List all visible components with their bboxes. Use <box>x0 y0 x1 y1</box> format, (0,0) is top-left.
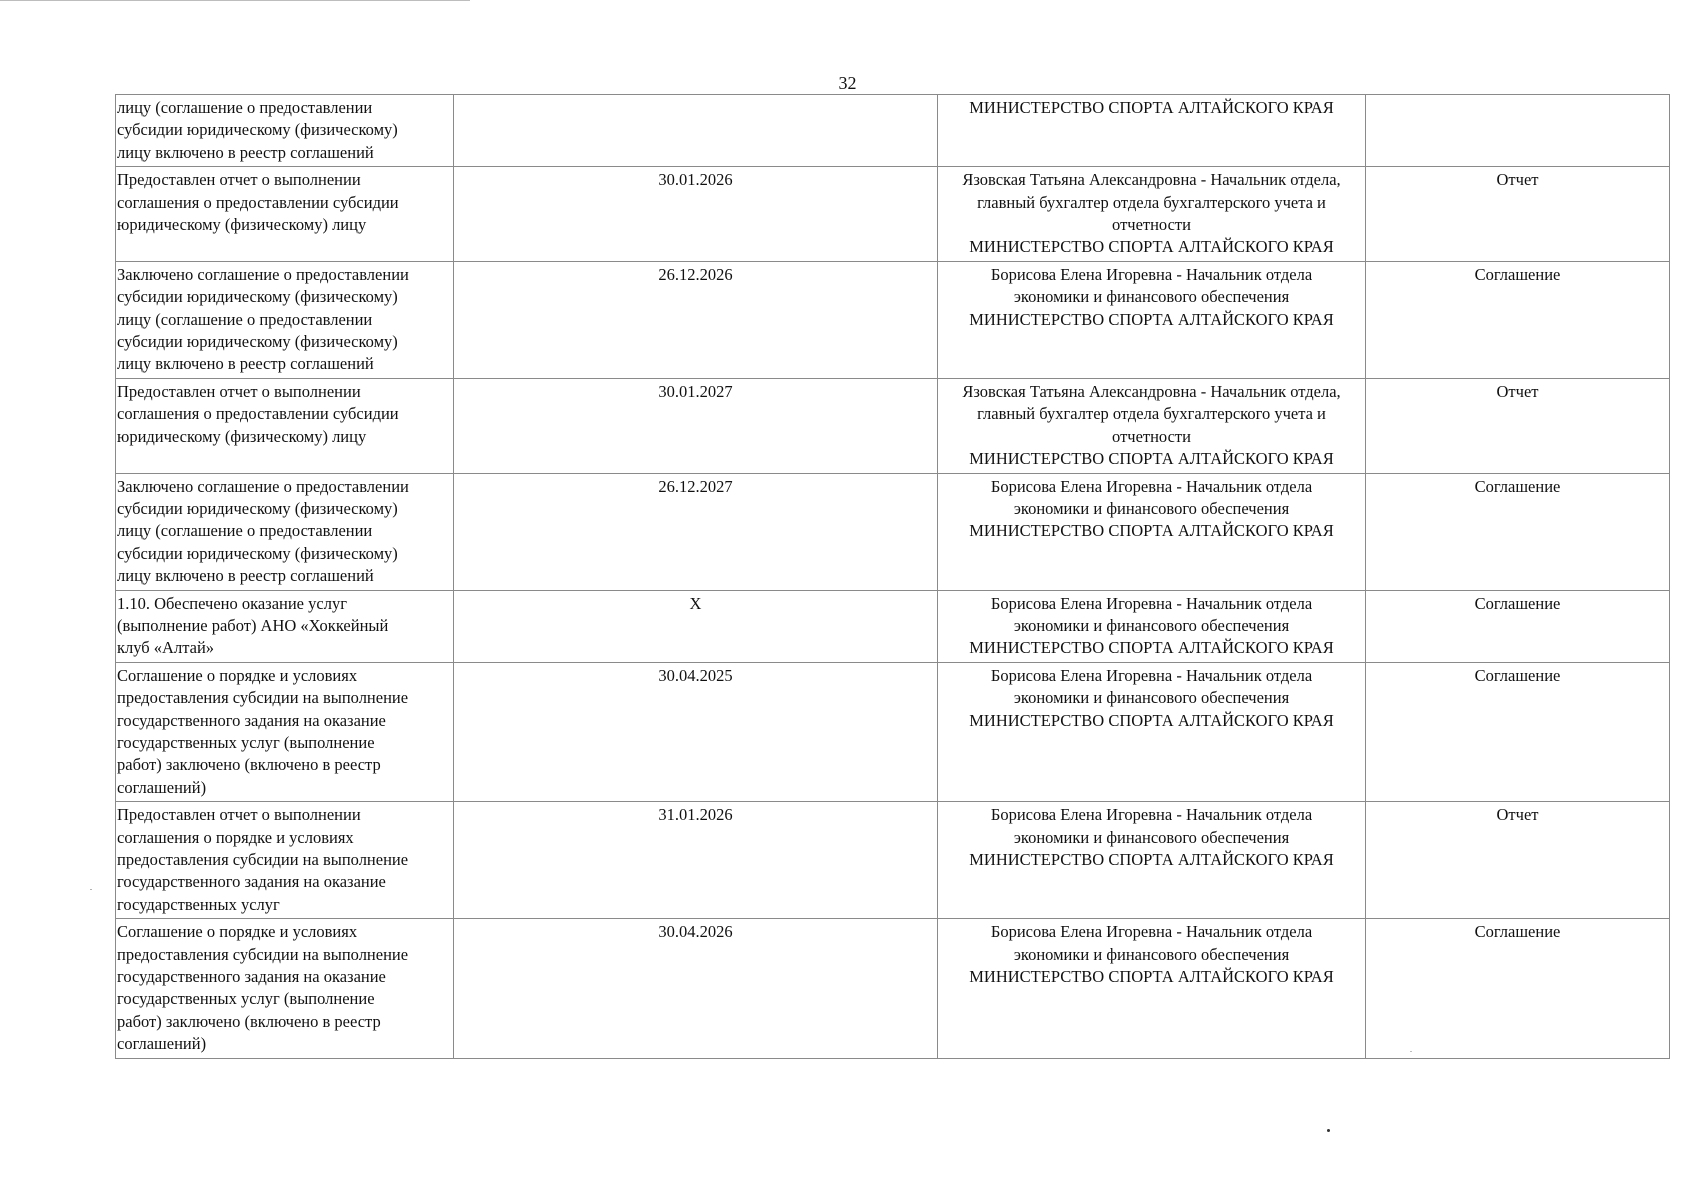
cell-responsible <box>938 473 1366 590</box>
cell-description <box>116 95 454 167</box>
description-line: Предоставлен отчет о выполнении <box>117 170 361 190</box>
document-type: Соглашение <box>1474 476 1561 496</box>
cell-document-type <box>1366 378 1670 473</box>
cell-date <box>454 378 938 473</box>
cell-document-type <box>1366 473 1670 590</box>
date-value: 26.12.2026 <box>658 264 733 284</box>
description-line: лицу включено в реестр соглашений <box>117 566 374 586</box>
cell-date <box>454 590 938 662</box>
responsible-line: Борисова Елена Игоревна - Начальник отдела <box>990 665 1313 685</box>
description-line: государственного задания на оказание <box>117 872 386 892</box>
description-line: государственного задания на оказание <box>117 967 386 987</box>
description-line: Предоставлен отчет о выполнении <box>117 381 361 401</box>
responsible-line: Борисова Елена Игоревна - Начальник отдела <box>990 922 1313 942</box>
responsible-line: МИНИСТЕРСТВО СПОРТА АЛТАЙСКОГО КРАЯ <box>969 638 1334 658</box>
cell-date <box>454 261 938 378</box>
description-line: Соглашение о порядке и условиях <box>117 665 358 685</box>
description-line: предоставления субсидии на выполнение <box>117 944 409 964</box>
cell-description <box>116 919 454 1058</box>
table-row <box>116 378 1670 473</box>
cell-date <box>454 919 938 1058</box>
description-line: Предоставлен отчет о выполнении <box>117 805 361 825</box>
description-line: работ) заключено (включено в реестр <box>117 755 381 775</box>
document-type: Отчет <box>1496 170 1539 190</box>
table-row <box>116 95 1670 167</box>
description-line: Заключено соглашение о предоставлении <box>117 264 409 284</box>
date-value: 30.01.2027 <box>658 381 733 401</box>
date-value: 30.04.2025 <box>658 665 733 685</box>
responsible-line: экономики и финансового обеспечения <box>1013 688 1290 708</box>
cell-date <box>454 662 938 801</box>
responsible-line: МИНИСТЕРСТВО СПОРТА АЛТАЙСКОГО КРАЯ <box>969 710 1334 730</box>
description-line: субсидии юридическому (физическому) <box>117 287 398 307</box>
responsible-line: экономики и финансового обеспечения <box>1013 287 1290 307</box>
responsible-line: отчетности <box>1112 215 1191 235</box>
description-line: лицу (соглашение о предоставлении <box>117 309 373 329</box>
table-row <box>116 473 1670 590</box>
responsible-line: Борисова Елена Игоревна - Начальник отдела <box>990 805 1313 825</box>
cell-responsible <box>938 802 1366 919</box>
responsible-line: главный бухгалтер отдела бухгалтерского учета и <box>977 404 1326 424</box>
cell-responsible <box>938 662 1366 801</box>
cell-description <box>116 261 454 378</box>
cell-document-type <box>1366 167 1670 262</box>
cell-responsible <box>938 261 1366 378</box>
description-line: юридическому (физическому) лицу <box>117 426 367 446</box>
document-type: Отчет <box>1496 805 1539 825</box>
responsible-line: Борисова Елена Игоревна - Начальник отдела <box>990 264 1313 284</box>
description-line: государственного задания на оказание <box>117 710 386 730</box>
cell-description <box>116 590 454 662</box>
table-row <box>116 261 1670 378</box>
description-line: лицу (соглашение о предоставлении <box>117 521 373 541</box>
table-body <box>116 95 1670 1059</box>
description-line: лицу включено в реестр соглашений <box>117 354 374 374</box>
document-type: Соглашение <box>1474 922 1561 942</box>
responsible-line: Язовская Татьяна Александровна - Начальник отдела, <box>962 381 1341 401</box>
measures-table <box>115 94 1670 1059</box>
date-value: 30.01.2026 <box>658 170 733 190</box>
page-number: 32 <box>838 73 857 93</box>
cell-document-type <box>1366 919 1670 1058</box>
scan-speck <box>1410 1051 1412 1052</box>
cell-description <box>116 167 454 262</box>
description-line: соглашения о порядке и условиях <box>117 827 354 847</box>
description-line: работ) заключено (включено в реестр <box>117 1011 381 1031</box>
date-value: 30.04.2026 <box>658 922 733 942</box>
responsible-line: Борисова Елена Игоревна - Начальник отдела <box>990 476 1313 496</box>
document-type: Отчет <box>1496 381 1539 401</box>
description-line: государственных услуг <box>117 894 280 914</box>
cell-document-type <box>1366 95 1670 167</box>
cell-document-type <box>1366 662 1670 801</box>
responsible-line: главный бухгалтер отдела бухгалтерского учета и <box>977 192 1326 212</box>
cell-responsible <box>938 95 1366 167</box>
date-value: 26.12.2027 <box>658 476 733 496</box>
responsible-line: МИНИСТЕРСТВО СПОРТА АЛТАЙСКОГО КРАЯ <box>969 237 1334 257</box>
cell-date <box>454 167 938 262</box>
description-line: соглашений) <box>117 1034 207 1054</box>
cell-description <box>116 473 454 590</box>
description-line: предоставления субсидии на выполнение <box>117 688 409 708</box>
cell-document-type <box>1366 802 1670 919</box>
description-line: Заключено соглашение о предоставлении <box>117 476 409 496</box>
table-row <box>116 662 1670 801</box>
cell-responsible <box>938 919 1366 1058</box>
cell-document-type <box>1366 590 1670 662</box>
cell-description <box>116 662 454 801</box>
table-row <box>116 802 1670 919</box>
table-row <box>116 167 1670 262</box>
scan-speck <box>1327 1129 1330 1132</box>
document-type: Соглашение <box>1474 665 1561 685</box>
document-type: Соглашение <box>1474 264 1561 284</box>
description-line: соглашений) <box>117 777 207 797</box>
description-line: субсидии юридическому (физическому) <box>117 543 398 563</box>
cell-document-type <box>1366 261 1670 378</box>
description-line: государственных услуг (выполнение <box>117 989 375 1009</box>
responsible-line: МИНИСТЕРСТВО СПОРТА АЛТАЙСКОГО КРАЯ <box>969 521 1334 541</box>
description-line: лицу (соглашение о предоставлении <box>117 98 373 117</box>
description-line: субсидии юридическому (физическому) <box>117 120 398 140</box>
responsible-line: МИНИСТЕРСТВО СПОРТА АЛТАЙСКОГО КРАЯ <box>969 309 1334 329</box>
cell-date <box>454 473 938 590</box>
responsible-line: отчетности <box>1112 426 1191 446</box>
cell-responsible <box>938 378 1366 473</box>
description-line: юридическому (физическому) лицу <box>117 215 367 235</box>
cell-description <box>116 802 454 919</box>
description-line: лицу включено в реестр соглашений <box>117 142 374 162</box>
description-line: клуб «Алтай» <box>117 638 215 658</box>
scan-speck <box>90 889 92 890</box>
responsible-line: МИНИСТЕРСТВО СПОРТА АЛТАЙСКОГО КРАЯ <box>969 850 1334 869</box>
date-value: 31.01.2026 <box>658 805 733 825</box>
responsible-line: МИНИСТЕРСТВО СПОРТА АЛТАЙСКОГО КРАЯ <box>969 98 1334 117</box>
description-line: соглашения о предоставлении субсидии <box>117 192 399 212</box>
description-line: (выполнение работ) АНО «Хоккейный <box>117 615 389 635</box>
cell-date <box>454 95 938 167</box>
description-line: соглашения о предоставлении субсидии <box>117 404 399 424</box>
date-value: X <box>689 593 702 613</box>
description-line: Соглашение о порядке и условиях <box>117 922 358 942</box>
description-line: 1.10. Обеспечено оказание услуг <box>117 593 347 613</box>
description-line: предоставления субсидии на выполнение <box>117 850 409 869</box>
responsible-line: Язовская Татьяна Александровна - Начальник отдела, <box>962 170 1341 190</box>
table-row <box>116 919 1670 1058</box>
description-line: субсидии юридическому (физическому) <box>117 498 398 518</box>
cell-date <box>454 802 938 919</box>
responsible-line: МИНИСТЕРСТВО СПОРТА АЛТАЙСКОГО КРАЯ <box>969 449 1334 469</box>
responsible-line: экономики и финансового обеспечения <box>1013 944 1290 964</box>
description-line: субсидии юридическому (физическому) <box>117 332 398 352</box>
responsible-line: экономики и финансового обеспечения <box>1013 498 1290 518</box>
responsible-line: Борисова Елена Игоревна - Начальник отдела <box>990 593 1313 613</box>
cell-responsible <box>938 167 1366 262</box>
responsible-line: экономики и финансового обеспечения <box>1013 827 1290 847</box>
responsible-line: МИНИСТЕРСТВО СПОРТА АЛТАЙСКОГО КРАЯ <box>969 967 1334 987</box>
cell-description <box>116 378 454 473</box>
document-type: Соглашение <box>1474 593 1561 613</box>
table-row <box>116 590 1670 662</box>
responsible-line: экономики и финансового обеспечения <box>1013 615 1290 635</box>
cell-responsible <box>938 590 1366 662</box>
description-line: государственных услуг (выполнение <box>117 732 375 752</box>
scan-artifact-line <box>0 0 470 1</box>
